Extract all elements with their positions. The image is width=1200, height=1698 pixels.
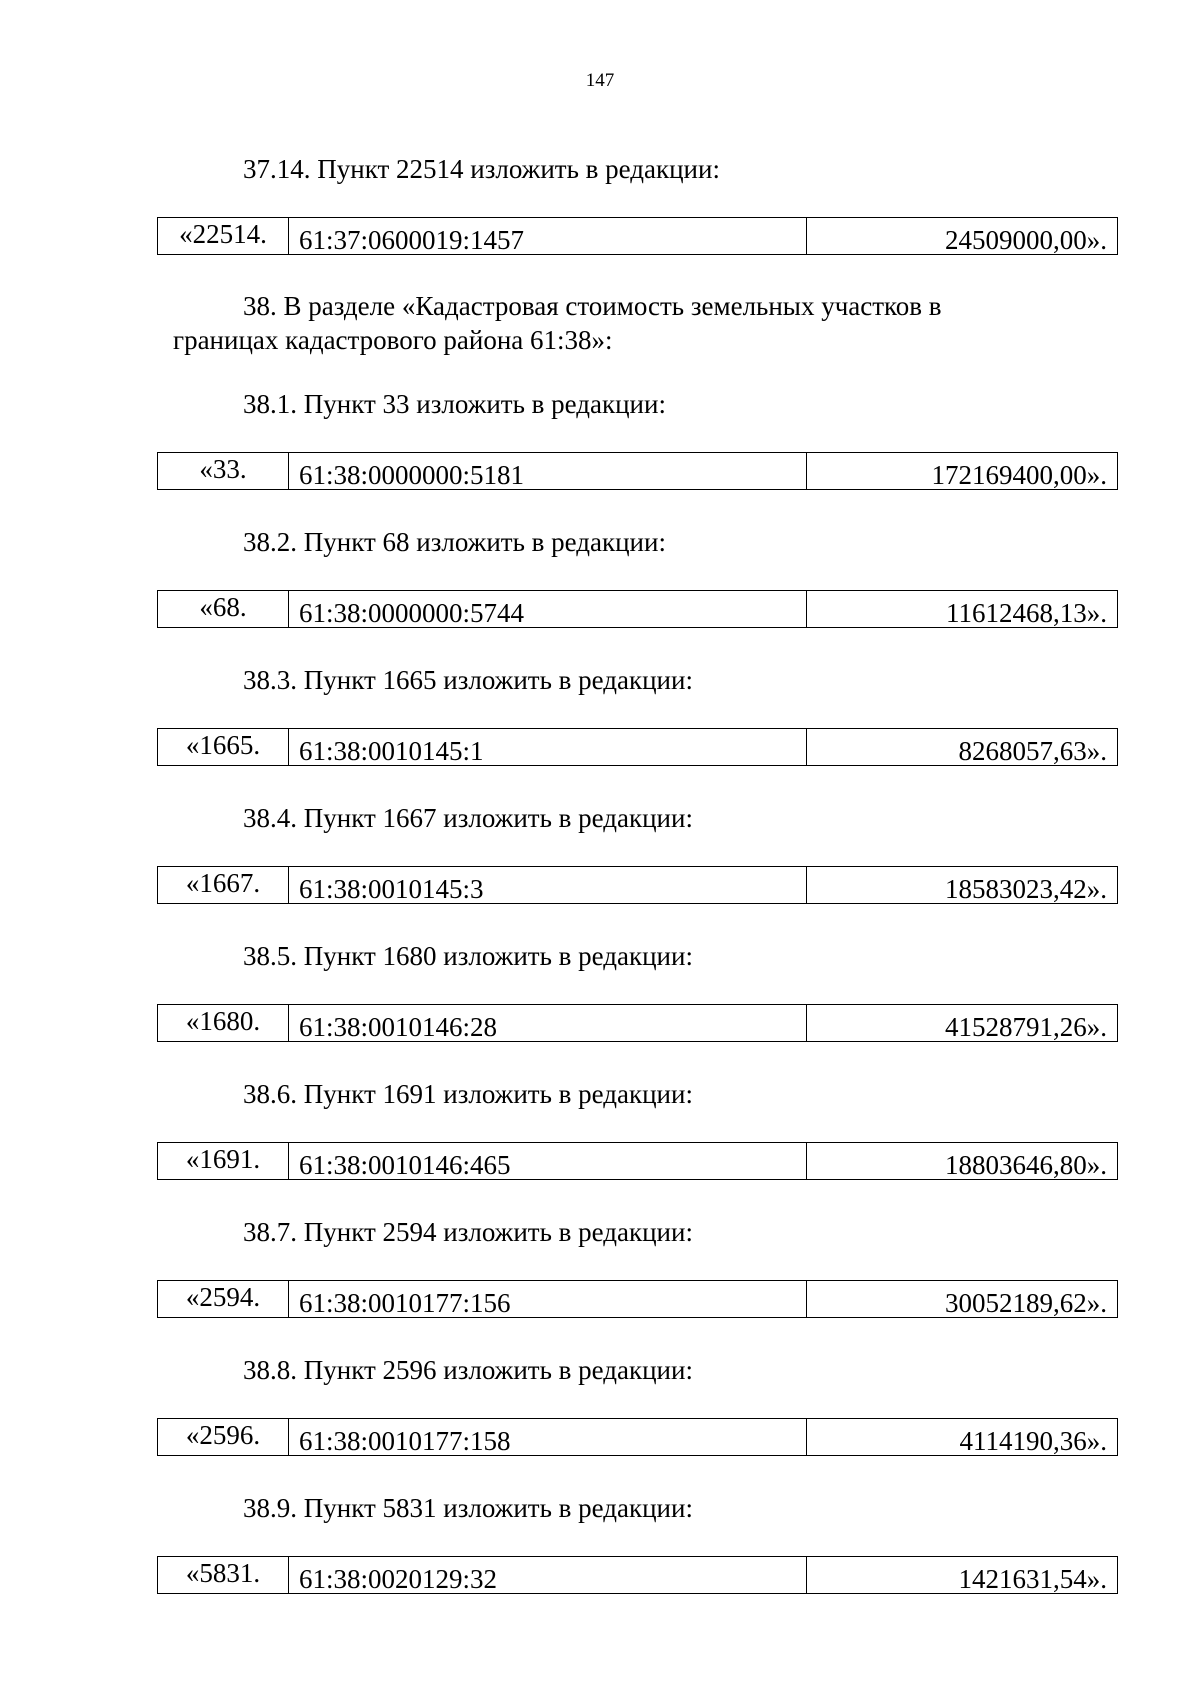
cadastral-value: 18583023,42». (945, 874, 1107, 904)
row-number-cell (158, 1419, 289, 1455)
cadastral-number-cell (289, 1281, 807, 1317)
row-number: «1665. (185, 730, 261, 760)
table-row (157, 590, 1118, 628)
cadastral-value: 172169400,00». (931, 460, 1107, 490)
row-number: «1691. (185, 1144, 261, 1174)
cadastral-value-cell (807, 729, 1117, 765)
row-number: «22514. (179, 219, 267, 249)
row-number-cell (158, 1281, 289, 1317)
row-number-cell (158, 729, 289, 765)
cadastral-number-cell (289, 729, 807, 765)
table-row (157, 1142, 1118, 1180)
row-number: «2596. (185, 1420, 261, 1450)
cadastral-value-cell (807, 1005, 1117, 1041)
item-heading: 38.8. Пункт 2596 изложить в редакции: (243, 1355, 693, 1385)
row-number: «1680. (185, 1006, 261, 1036)
cadastral-number: 61:38:0010177:156 (299, 1288, 511, 1318)
table-row (157, 1556, 1118, 1594)
cadastral-value: 24509000,00». (945, 225, 1107, 255)
table-row (157, 452, 1118, 490)
row-number-cell (158, 1557, 289, 1593)
cadastral-value-cell (807, 1143, 1117, 1179)
item-heading: 38.9. Пункт 5831 изложить в редакции: (243, 1493, 693, 1523)
cadastral-number: 61:38:0010146:28 (299, 1012, 498, 1042)
cadastral-number: 61:38:0010145:1 (299, 736, 484, 766)
table-row (157, 1418, 1118, 1456)
row-number: «5831. (185, 1558, 261, 1588)
row-number: «68. (199, 592, 247, 622)
cadastral-value-cell (807, 218, 1117, 254)
row-number-cell (158, 453, 289, 489)
cadastral-value-cell (807, 1419, 1117, 1455)
cadastral-number: 61:38:0010145:3 (299, 874, 484, 904)
cadastral-number-cell (289, 1143, 807, 1179)
item-heading: 38.7. Пункт 2594 изложить в редакции: (243, 1217, 693, 1247)
cadastral-value: 8268057,63». (958, 736, 1107, 766)
table-row (157, 1004, 1118, 1042)
item-heading: 38.1. Пункт 33 изложить в редакции: (243, 389, 666, 419)
cadastral-value: 4114190,36». (959, 1426, 1107, 1456)
cadastral-number-cell (289, 1005, 807, 1041)
cadastral-number: 61:38:0000000:5181 (299, 460, 525, 490)
cadastral-number: 61:38:0000000:5744 (299, 598, 525, 628)
table-row (157, 866, 1118, 904)
cadastral-value: 1421631,54». (958, 1564, 1107, 1594)
item-heading-37-14: 37.14. Пункт 22514 изложить в редакции: (243, 154, 720, 184)
table-row (157, 1280, 1118, 1318)
cadastral-value-cell (807, 1281, 1117, 1317)
row-number-cell (158, 867, 289, 903)
cadastral-value-cell (807, 453, 1117, 489)
cadastral-number-cell (289, 218, 807, 254)
cadastral-number-cell (289, 453, 807, 489)
cadastral-value: 30052189,62». (945, 1288, 1107, 1318)
cadastral-value: 18803646,80». (945, 1150, 1107, 1180)
cadastral-number: 61:38:0010146:465 (299, 1150, 511, 1180)
cadastral-number-cell (289, 591, 807, 627)
item-heading: 38.2. Пункт 68 изложить в редакции: (243, 527, 666, 557)
section-paragraph (173, 289, 1103, 357)
item-heading: 38.5. Пункт 1680 изложить в редакции: (243, 941, 693, 971)
row-number: «33. (199, 454, 247, 484)
cadastral-value-cell (807, 1557, 1117, 1593)
cadastral-value: 41528791,26». (945, 1012, 1107, 1042)
cadastral-value-cell (807, 591, 1117, 627)
item-heading: 38.6. Пункт 1691 изложить в редакции: (243, 1079, 693, 1109)
row-number: «2594. (185, 1282, 261, 1312)
table-row (157, 217, 1118, 255)
row-number-cell (158, 1143, 289, 1179)
item-heading: 38.4. Пункт 1667 изложить в редакции: (243, 803, 693, 833)
row-number-cell (158, 218, 289, 254)
cadastral-value-cell (807, 867, 1117, 903)
item-heading: 38.3. Пункт 1665 изложить в редакции: (243, 665, 693, 695)
section-line-2: границах кадастрового района 61:38»: (173, 325, 613, 355)
row-number-cell (158, 591, 289, 627)
cadastral-number: 61:38:0020129:32 (299, 1564, 498, 1594)
section-line-1: 38. В разделе «Кадастровая стоимость земельных участков в (243, 291, 942, 321)
cadastral-number: 61:37:0600019:1457 (299, 225, 525, 255)
cadastral-number-cell (289, 1557, 807, 1593)
cadastral-number-cell (289, 867, 807, 903)
row-number: «1667. (185, 868, 261, 898)
table-row (157, 728, 1118, 766)
cadastral-number-cell (289, 1419, 807, 1455)
page-number: 147 (585, 70, 615, 91)
row-number-cell (158, 1005, 289, 1041)
cadastral-value: 11612468,13». (946, 598, 1107, 628)
cadastral-number: 61:38:0010177:158 (299, 1426, 511, 1456)
